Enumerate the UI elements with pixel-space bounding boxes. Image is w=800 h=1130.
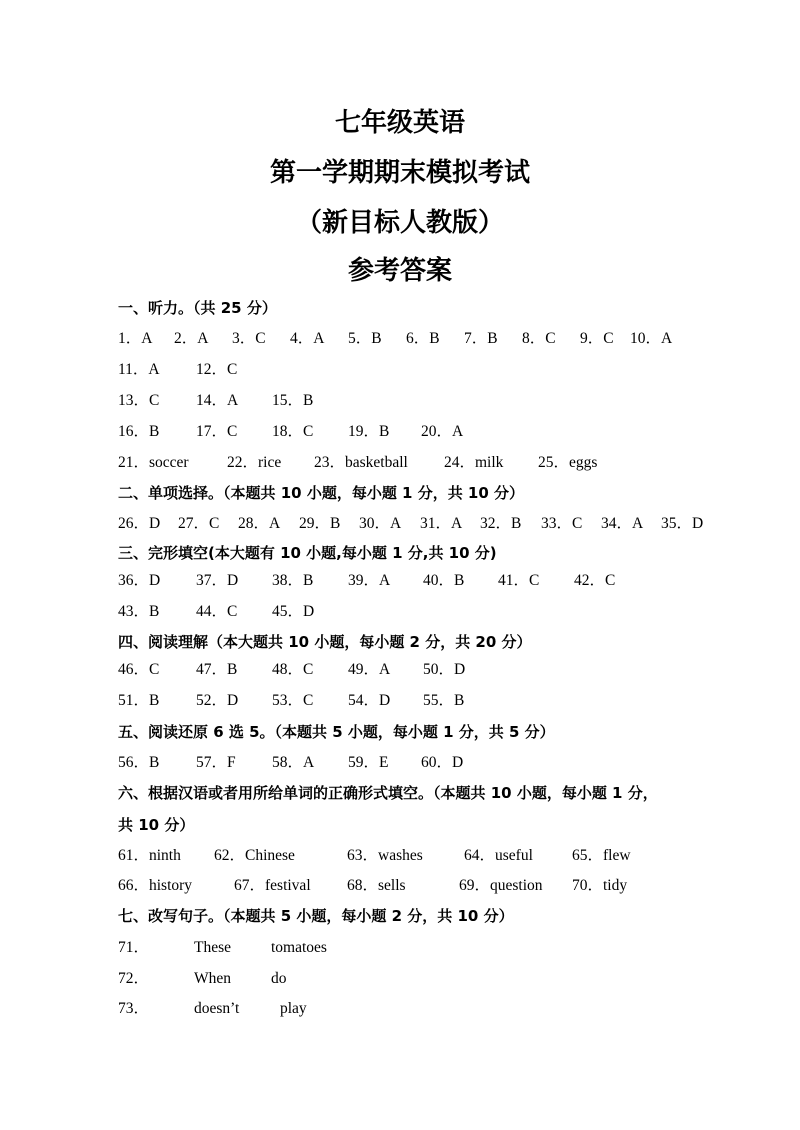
answer-item: 41．C (498, 572, 540, 589)
answer-item: 24．milk (444, 454, 504, 471)
answer-item: 14．A (196, 392, 239, 409)
answer-item: 18．C (272, 423, 314, 440)
section-listening-heading: 一、听力。（共 25 分） (118, 299, 277, 317)
section-fill-in-heading: 六、根据汉语或者用所给单词的正确形式填空。（本题共 10 小题，每小题 1 分， (118, 784, 658, 802)
answer-item: 67．festival (234, 877, 311, 894)
answer-item: 57．F (196, 754, 236, 771)
answer-item: 9．C (580, 330, 614, 347)
answer-item: 27．C (178, 515, 220, 532)
answer-item: 58．A (272, 754, 315, 771)
answer-item: 21．soccer (118, 454, 189, 471)
answer-item: 45．D (272, 603, 315, 620)
answer-item: 4．A (290, 330, 325, 347)
answer-item: 2．A (174, 330, 209, 347)
answer-item: play (280, 1000, 307, 1017)
answer-item: 17．C (196, 423, 238, 440)
answer-item: 40．B (423, 572, 465, 589)
answer-item: 32．B (480, 515, 522, 532)
answer-item: 3．C (232, 330, 266, 347)
answer-item: 36．D (118, 572, 161, 589)
answer-item: 33．C (541, 515, 583, 532)
answer-item: 20．A (421, 423, 464, 440)
section-rewrite-heading: 七、改写句子。（本题共 5 小题，每小题 2 分，共 10 分） (118, 907, 514, 925)
answer-item: doesn’t (194, 1000, 240, 1017)
answer-item: 66．history (118, 877, 193, 894)
answer-item: 1．A (118, 330, 153, 347)
answer-item: 65．flew (572, 847, 631, 864)
answer-item: 31．A (420, 515, 463, 532)
answer-item: 11．A (118, 361, 160, 378)
answer-item: 13．C (118, 392, 160, 409)
answer-item: 72． (118, 970, 150, 987)
answer-item: 53．C (272, 692, 314, 709)
answer-item: 38．B (272, 572, 314, 589)
section-single-choice-heading: 二、单项选择。（本题共 10 小题，每小题 1 分，共 10 分） (118, 484, 525, 502)
section-sentence-restore-heading: 五、阅读还原 6 选 5。（本题共 5 小题，每小题 1 分，共 5 分） (118, 723, 555, 741)
answer-item: 69．question (459, 877, 543, 894)
answer-item: 26．D (118, 515, 161, 532)
answer-item: 22．rice (227, 454, 282, 471)
answer-item: 8．C (522, 330, 556, 347)
answer-item: 35．D (661, 515, 704, 532)
answer-item: 30．A (359, 515, 402, 532)
answer-item: 50．D (423, 661, 466, 678)
title-grade-subject: 七年级英语 (334, 108, 465, 138)
answer-item: 51．B (118, 692, 160, 709)
answer-item: 15．B (272, 392, 314, 409)
answer-item: These (194, 939, 232, 956)
answer-item: 68．sells (347, 877, 406, 894)
answer-item: 59．E (348, 754, 389, 771)
answer-item: 47．B (196, 661, 238, 678)
answer-item: 73． (118, 1000, 150, 1017)
answer-item: tomatoes (271, 939, 327, 956)
answer-item: 48．C (272, 661, 314, 678)
answer-item: 52．D (196, 692, 239, 709)
answer-item: 55．B (423, 692, 465, 709)
answer-item: 16．B (118, 423, 160, 440)
answer-item: 28．A (238, 515, 281, 532)
section-fill-in-heading-cont: 共 10 分） (118, 816, 195, 834)
answer-item: 34．A (601, 515, 644, 532)
answer-item: 49．A (348, 661, 391, 678)
answer-item: 25．eggs (538, 454, 598, 471)
answer-item: 54．D (348, 692, 391, 709)
answer-item: 64．useful (464, 847, 533, 864)
answer-item: 56．B (118, 754, 160, 771)
answer-item: 46．C (118, 661, 160, 678)
answer-item: 39．A (348, 572, 391, 589)
answer-item: 23．basketball (314, 454, 408, 471)
section-cloze-heading: 三、完形填空(本大题有 10 小题,每小题 1 分,共 10 分) (118, 544, 497, 562)
answer-item: 63．washes (347, 847, 423, 864)
section-reading-heading: 四、阅读理解（本大题共 10 小题，每小题 2 分，共 20 分） (118, 633, 532, 651)
answer-item: 10．A (630, 330, 673, 347)
answer-item: 62．Chinese (214, 847, 295, 864)
answer-item: 5．B (348, 330, 382, 347)
answer-item: 71． (118, 939, 150, 956)
title-edition: （新目标人教版） (295, 208, 504, 238)
answer-item: do (271, 970, 287, 987)
answer-item: 12．C (196, 361, 238, 378)
answer-item: 43．B (118, 603, 160, 620)
answer-item: When (194, 970, 232, 987)
answer-item: 19．B (348, 423, 390, 440)
title-answer-key: 参考答案 (347, 256, 452, 286)
title-exam-name: 第一学期期末模拟考试 (269, 158, 530, 188)
answer-item: 6．B (406, 330, 440, 347)
answer-item: 70．tidy (572, 877, 628, 894)
answer-item: 60．D (421, 754, 464, 771)
answer-item: 29．B (299, 515, 341, 532)
answer-item: 42．C (574, 572, 616, 589)
answer-item: 44．C (196, 603, 238, 620)
answer-item: 61．ninth (118, 847, 181, 864)
answer-item: 7．B (464, 330, 498, 347)
answer-item: 37．D (196, 572, 239, 589)
